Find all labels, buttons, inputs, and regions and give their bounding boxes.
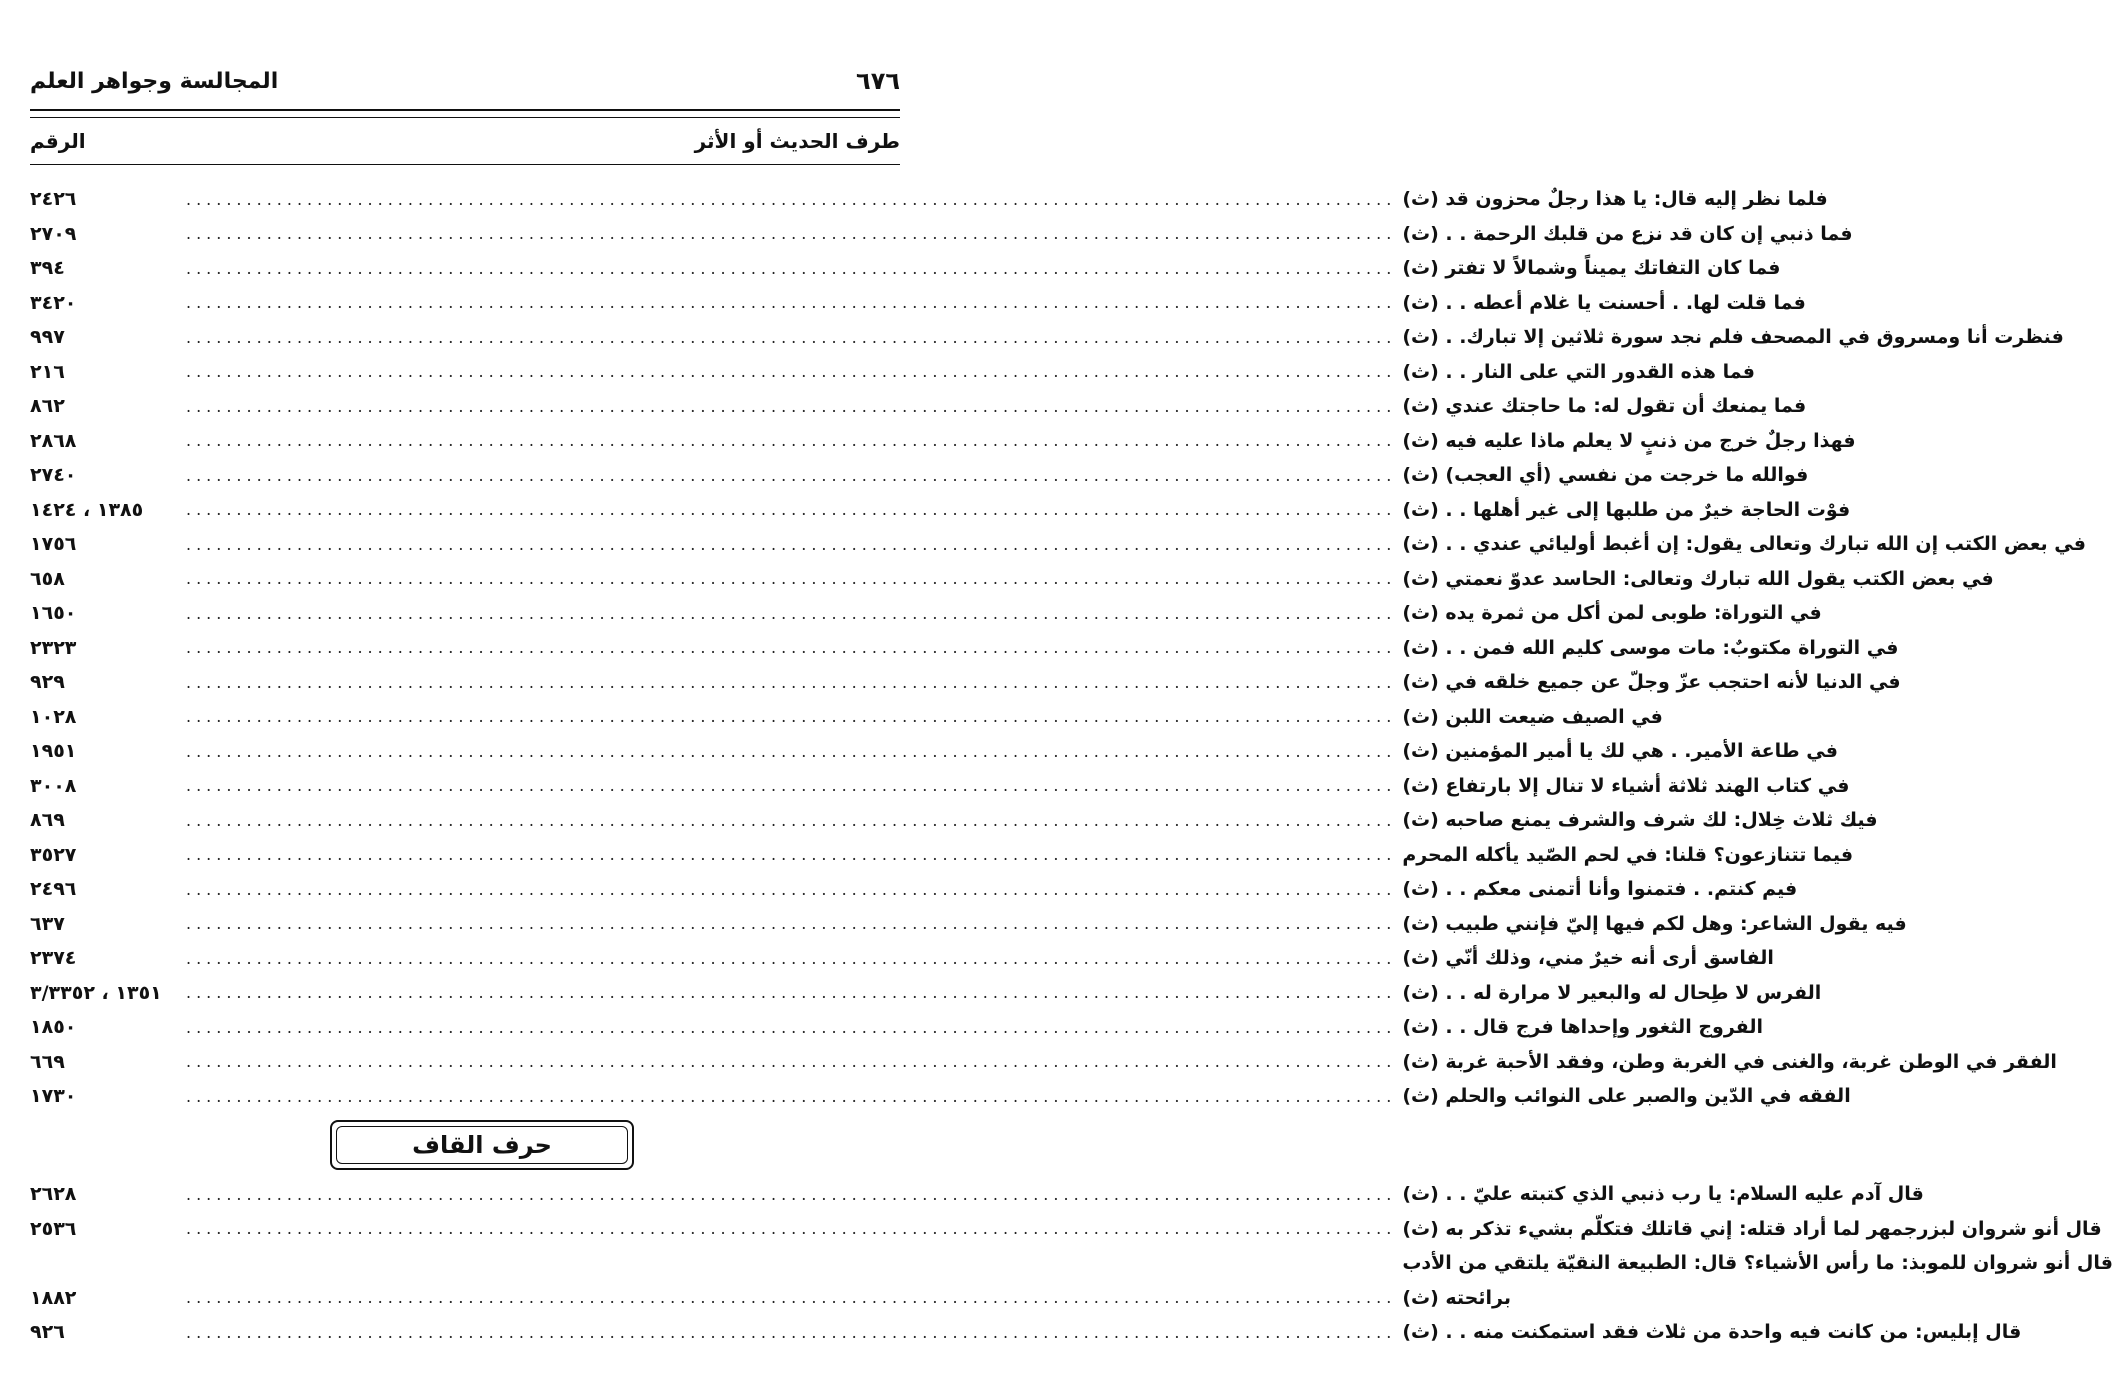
entry-number: ٣٩٤: [30, 257, 65, 280]
list-item: [30, 1177, 1924, 1212]
list-item: [30, 562, 1994, 597]
entry-text: فما يمنعك أن تقول له: ما حاجتك عندي (ث): [1402, 395, 1807, 418]
list-item: [30, 251, 1781, 286]
entry-number: ٢٦٢٨: [30, 1183, 77, 1206]
number-column-label: الرقم: [30, 129, 86, 153]
leader-dots: ........................................................................................................................: [186, 569, 1397, 589]
entry-number: ٦٣٧: [30, 912, 65, 935]
leader-dots: ........................................................................................................................: [186, 431, 1397, 451]
entry-number: ١٧٥٦: [30, 533, 77, 556]
leader-dots: ........................................................................................................................: [186, 396, 1397, 416]
list-item: [30, 665, 1901, 700]
list-item: [30, 389, 1807, 424]
leader-dots: ........................................................................................................................: [186, 189, 1397, 209]
list-item: [30, 1010, 1763, 1045]
list-item: [30, 424, 1856, 459]
section-heading-box: [330, 1120, 634, 1170]
leader-dots: ........................................................................................................................: [186, 983, 1397, 1003]
list-item: [30, 320, 2064, 355]
list-item: [30, 1079, 1851, 1114]
list-item: [30, 872, 1798, 907]
list-item: [30, 1246, 2113, 1281]
entry-number: ٣٥٢٧: [30, 843, 77, 866]
entry-number: ٣٤٢٠: [30, 291, 77, 314]
entry-text: في كتاب الهند ثلاثة أشياء لا تنال إلا بارتفاع (ث): [1402, 774, 1850, 797]
list-item: [30, 1315, 2022, 1350]
entry-text: فيك ثلاث خِلال: لك شرف والشرف يمنع صاحبه (ث): [1402, 809, 1878, 832]
entry-text: في الصيف ضيعت اللبن (ث): [1402, 705, 1663, 728]
entry-text: الفقر في الوطن غربة، والغنى في الغربة وطن، وفقد الأحبة غربة (ث): [1402, 1050, 2057, 1073]
leader-dots: ........................................................................................................................: [186, 914, 1397, 934]
list-item: [30, 907, 1907, 942]
entry-text: الفاسق أرى أنه خيرٌ مني، وذلك أنّي (ث): [1402, 947, 1774, 970]
qaf-entries-list: [30, 1177, 2113, 1350]
leader-dots: ........................................................................................................................: [186, 1288, 1397, 1308]
list-item: [30, 700, 1663, 735]
entry-number: ٨٦٩: [30, 809, 65, 832]
entry-text: فيه يقول الشاعر: وهل لكم فيها إليّ فإنني طبيب (ث): [1402, 912, 1907, 935]
entry-number: ٢٨٦٨: [30, 429, 77, 452]
leader-dots: ........................................................................................................................: [186, 224, 1397, 244]
leader-dots: ........................................................................................................................: [186, 845, 1397, 865]
entry-number: ٢٣٢٣: [30, 636, 77, 659]
header-rule-thin: [30, 117, 900, 118]
list-item: [30, 734, 1838, 769]
leader-dots: ........................................................................................................................: [186, 1052, 1397, 1072]
list-item: [30, 286, 1806, 321]
leader-dots: ........................................................................................................................: [186, 258, 1397, 278]
entry-number: ٦٥٨: [30, 567, 65, 590]
list-item: [30, 631, 1899, 666]
leader-dots: ........................................................................................................................: [186, 293, 1397, 313]
list-item: [30, 941, 1774, 976]
entry-number: ١٩٥١: [30, 740, 77, 763]
leader-dots: ........................................................................................................................: [186, 810, 1397, 830]
entry-number: ٢٣٧٤: [30, 947, 77, 970]
list-item: [30, 1281, 1511, 1316]
leader-dots: ........................................................................................................................: [186, 327, 1397, 347]
entry-text: فما كان التفاتك يميناً وشمالاً لا تفتر (ث): [1402, 257, 1781, 280]
section-title: حرف القاف: [412, 1131, 552, 1159]
leader-dots: ........................................................................................................................: [186, 534, 1397, 554]
entry-number: ٩٩٧: [30, 326, 65, 349]
entry-number: ١٧٣٠: [30, 1085, 77, 1108]
entry-text: في بعض الكتب إن الله تبارك وتعالى يقول: إن أغبط أوليائي عندي . . (ث): [1402, 533, 2086, 556]
list-item: [30, 769, 1850, 804]
entry-number: ٢٤٢٦: [30, 188, 77, 211]
entry-column-label: طرف الحديث أو الأثر: [694, 129, 900, 153]
leader-dots: ........................................................................................................................: [186, 1184, 1397, 1204]
column-header-rule: [30, 164, 900, 165]
leader-dots: ........................................................................................................................: [186, 1086, 1397, 1106]
list-item: [30, 527, 2086, 562]
list-item: [30, 493, 1851, 528]
entry-text: فوْت الحاجة خيرٌ من طلبها إلى غير أهلها . . (ث): [1402, 498, 1851, 521]
entry-number: ٢١٦: [30, 360, 65, 383]
entry-text: في التوراة: طوبى لمن أكل من ثمرة يده (ث): [1402, 602, 1822, 625]
entry-text: في الدنيا لأنه احتجب عزّ وجلّ عن جميع خلقه في (ث): [1402, 671, 1901, 694]
entry-number: ٢٥٣٦: [30, 1217, 77, 1240]
list-item: [30, 355, 1755, 390]
leader-dots: ........................................................................................................................: [186, 776, 1397, 796]
list-item: [30, 1212, 2102, 1247]
entry-number: ٢٧٠٩: [30, 222, 77, 245]
column-headers: [30, 124, 900, 158]
entry-text: قال أنو شروان للموبذ: ما رأس الأشياء؟ قال: الطبيعة النقيّة يلتقي من الأدب: [1402, 1252, 2113, 1275]
leader-dots: ........................................................................................................................: [186, 1219, 1397, 1239]
header-rule-thick: [30, 109, 900, 111]
list-item: [30, 1045, 2057, 1080]
entry-text: في طاعة الأمير. . هي لك يا أمير المؤمنين (ث): [1402, 740, 1838, 763]
entry-number: ٢٤٩٦: [30, 878, 77, 901]
page-number: ٦٧٦: [856, 67, 900, 95]
entry-text: الفرس لا طِحال له والبعير لا مرارة له . . (ث): [1402, 981, 1822, 1004]
leader-dots: ........................................................................................................................: [186, 741, 1397, 761]
entry-number: ٣٠٠٨: [30, 774, 77, 797]
leader-dots: ........................................................................................................................: [186, 638, 1397, 658]
list-item: [30, 596, 1822, 631]
entry-text: الفقه في الدّين والصبر على النوائب والحلم (ث): [1402, 1085, 1851, 1108]
entry-text: فلما نظر إليه قال: يا هذا رجلٌ محزون قد (ث): [1402, 188, 1828, 211]
list-item: [30, 458, 1809, 493]
entry-text: قال أنو شروان لبزرجمهر لما أراد قتله: إني قاتلك فتكلّم بشيء تذكر به (ث): [1402, 1217, 2102, 1240]
entry-number: ٦٦٩: [30, 1050, 65, 1073]
leader-dots: ........................................................................................................................: [186, 1322, 1397, 1342]
leader-dots: ........................................................................................................................: [186, 707, 1397, 727]
entry-number: ٩٢٦: [30, 1321, 65, 1344]
book-title: المجالسة وجواهر العلم: [30, 68, 279, 94]
leader-dots: ........................................................................................................................: [186, 465, 1397, 485]
entry-number: ٨٦٢: [30, 395, 65, 418]
entry-number: ٩٢٩: [30, 671, 65, 694]
leader-dots: ........................................................................................................................: [186, 1017, 1397, 1037]
leader-dots: ........................................................................................................................: [186, 603, 1397, 623]
list-item: [30, 838, 1854, 873]
entry-text: الفروج الثغور وإحداها فرج قال . . (ث): [1402, 1016, 1763, 1039]
entry-number: ١٠٢٨: [30, 705, 77, 728]
list-item: [30, 217, 1853, 252]
leader-dots: ........................................................................................................................: [186, 500, 1397, 520]
entry-text: في بعض الكتب يقول الله تبارك وتعالى: الحاسد عدوّ نعمتي (ث): [1402, 567, 1994, 590]
entry-text: فهذا رجلٌ خرج من ذنبٍ لا يعلم ماذا عليه فيه (ث): [1402, 429, 1856, 452]
entry-text: فيما تتنازعون؟ قلنا: في لحم الصّيد يأكله المحرم: [1402, 843, 1854, 866]
entry-number: ١٦٥٠: [30, 602, 77, 625]
entry-text: فيم كنتم. . فتمنوا وأنا أتمنى معكم . . (ث): [1402, 878, 1798, 901]
entries-list: [30, 182, 2086, 1114]
list-item: [30, 803, 1878, 838]
leader-dots: ........................................................................................................................: [186, 879, 1397, 899]
entry-text: فما قلت لها. . أحسنت يا غلام أعطه . . (ث): [1402, 291, 1806, 314]
leader-dots: ........................................................................................................................: [186, 948, 1397, 968]
entry-text: في التوراة مكتوبٌ: مات موسى كليم الله فمن . . (ث): [1402, 636, 1899, 659]
page-header: [30, 62, 900, 100]
leader-dots: ........................................................................................................................: [186, 362, 1397, 382]
entry-number: ١٣٥١ ، ٣/٣٣٥٢: [30, 981, 162, 1004]
entry-text: قال آدم عليه السلام: يا رب ذنبي الذي كتبته عليّ . . (ث): [1402, 1183, 1924, 1206]
entry-text: قال إبليس: من كانت فيه واحدة من ثلاث فقد استمكنت منه . . (ث): [1402, 1321, 2022, 1344]
list-item: [30, 182, 1828, 217]
leader-dots: ........................................................................................................................: [186, 672, 1397, 692]
entry-text: برائحته (ث): [1402, 1286, 1511, 1309]
entry-text: فما ذنبي إن كان قد نزع من قلبك الرحمة . . (ث): [1402, 222, 1853, 245]
entry-number: ١٨٨٢: [30, 1286, 77, 1309]
entry-text: فوالله ما خرجت من نفسي (أي العجب) (ث): [1402, 464, 1809, 487]
list-item: [30, 976, 1822, 1011]
entry-number: ٢٧٤٠: [30, 464, 77, 487]
entry-number: ١٨٥٠: [30, 1016, 77, 1039]
entry-text: فما هذه القدور التي على النار . . (ث): [1402, 360, 1755, 383]
entry-text: فنظرت أنا ومسروق في المصحف فلم نجد سورة ثلاثين إلا تبارك. . (ث): [1402, 326, 2064, 349]
entry-number: ١٣٨٥ ، ١٤٢٤: [30, 498, 144, 521]
